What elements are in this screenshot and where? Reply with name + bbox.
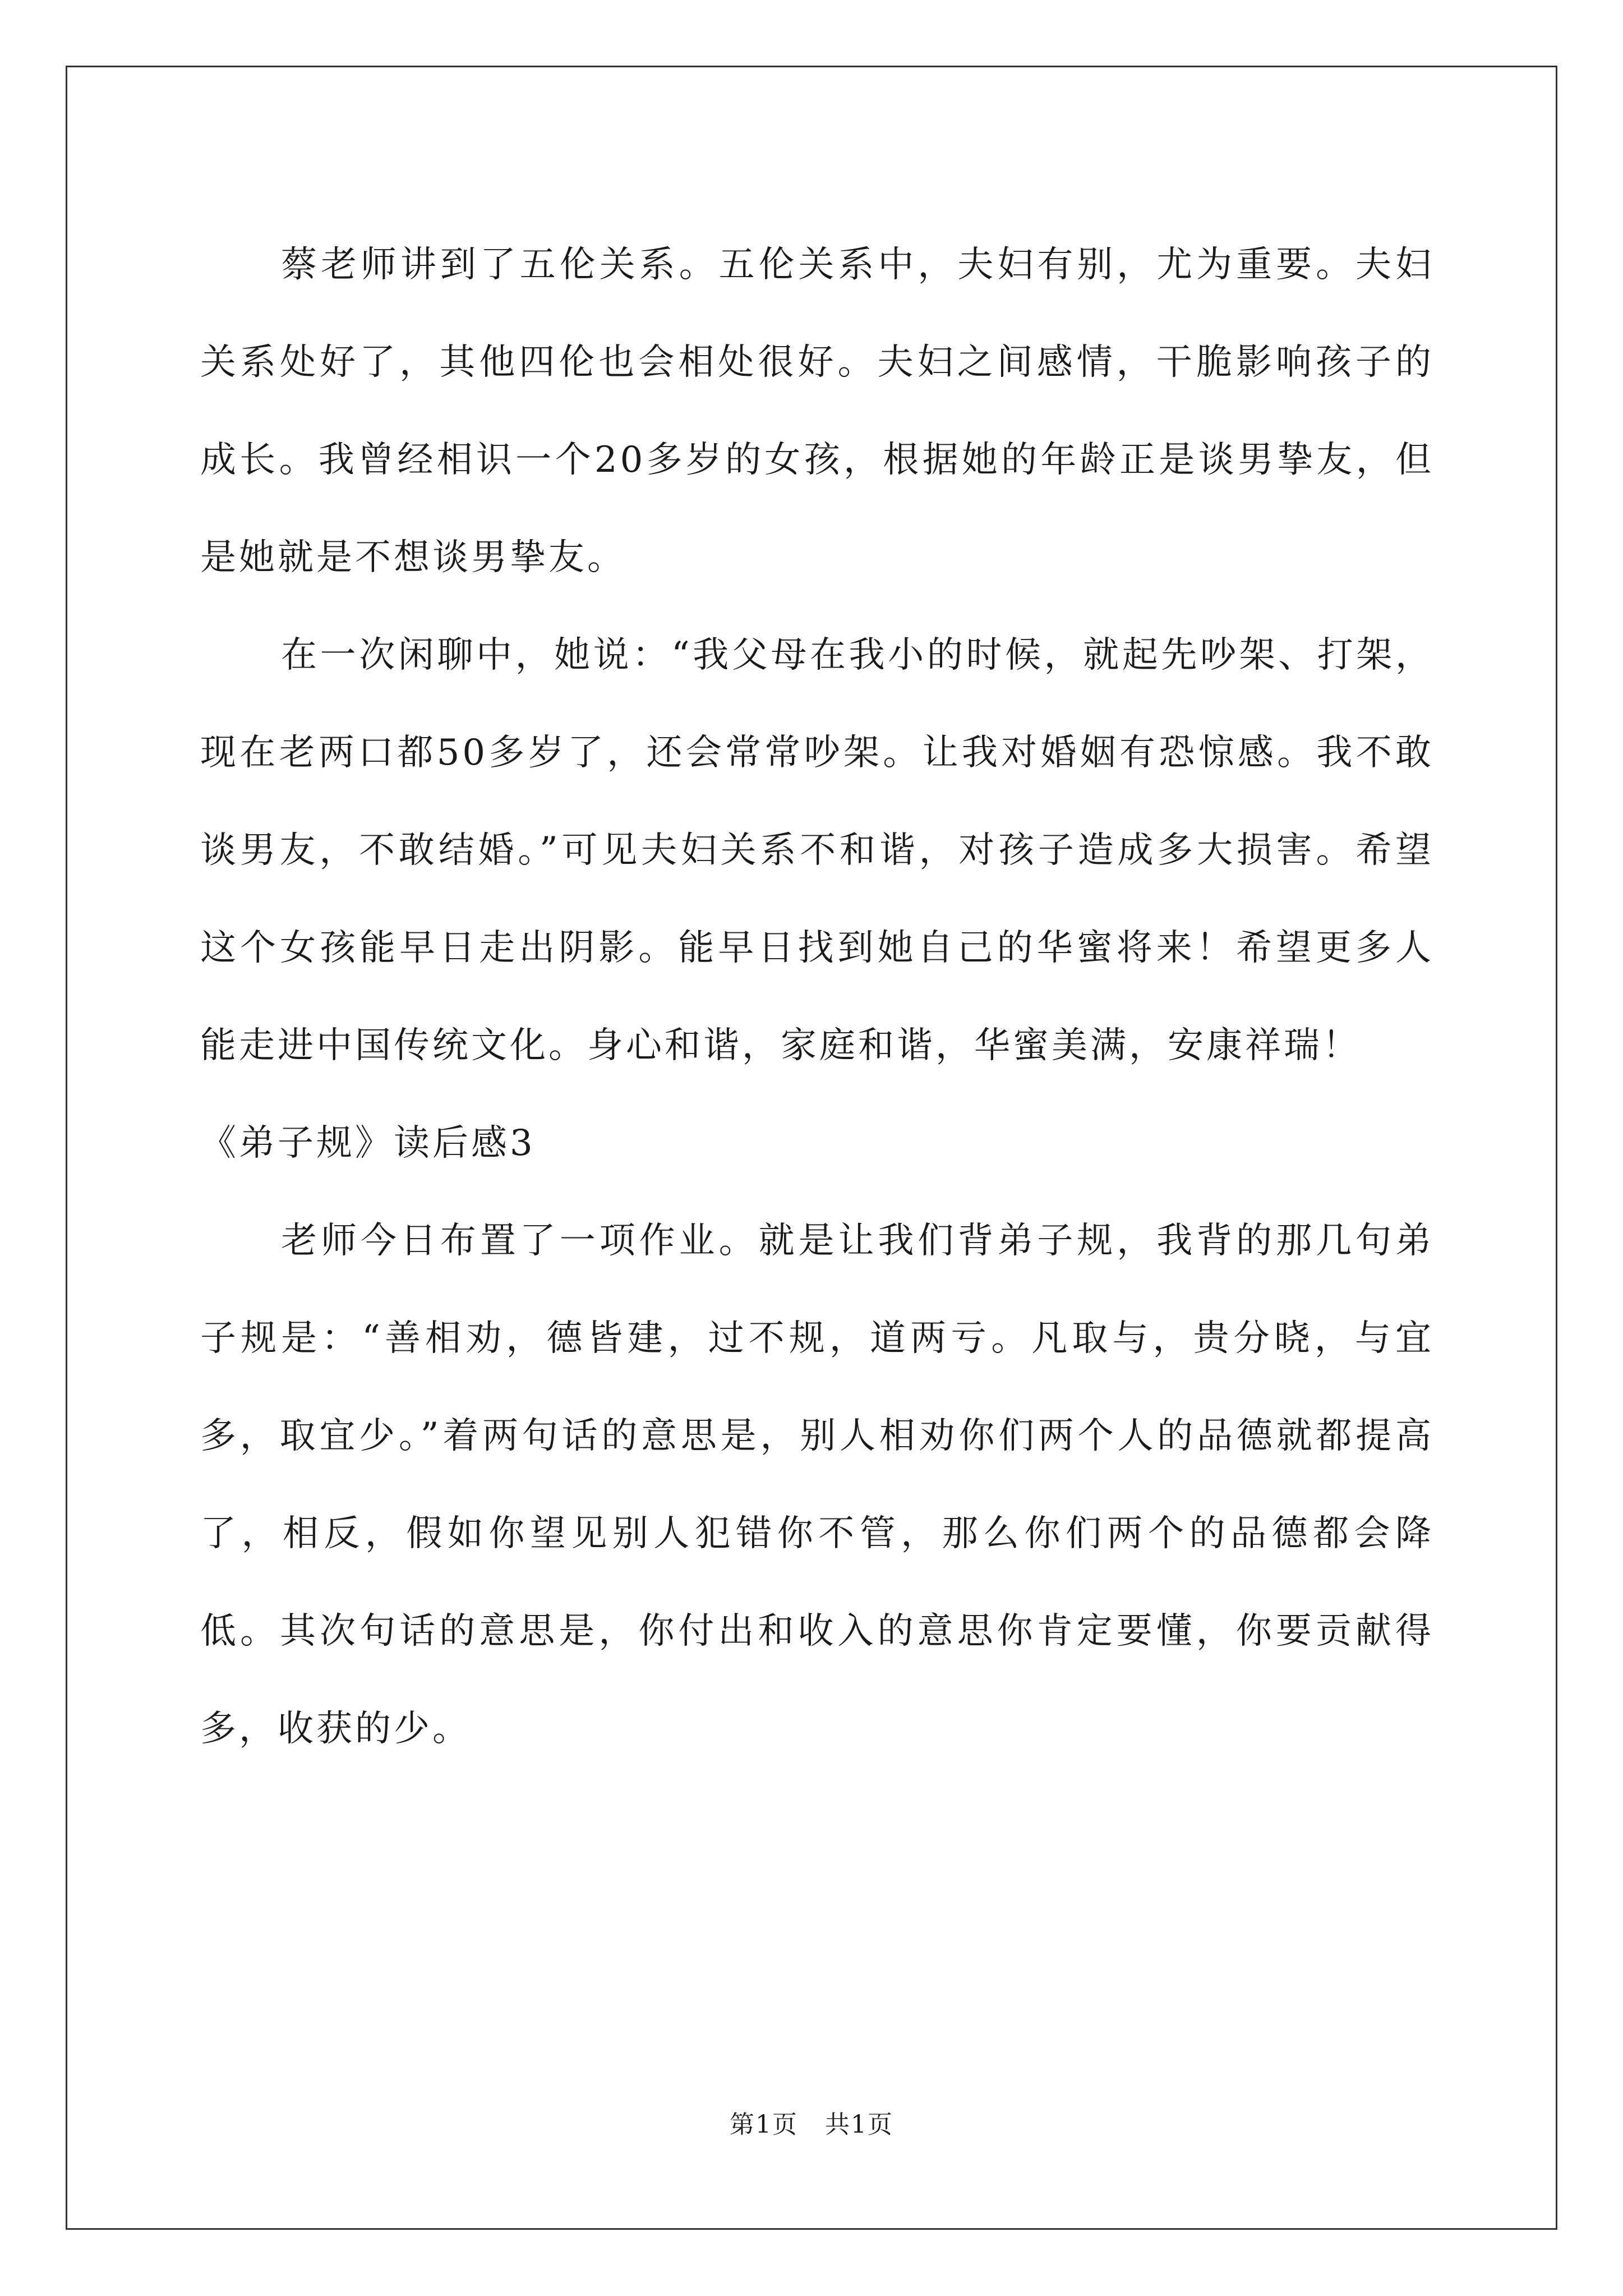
paragraph-conversation: 在一次闲聊中，她说：“我父母在我小的时候，就起先吵架、打架，现在老两口都50多岁了，还会常常吵架。让我对婚姻有恐惊感。我不敢谈男友，不敢结婚。”可见夫妇关系不和谐，对孩子造成多大损害。希望这个女孩能早日走出阴影。能早日找到她自己的华蜜将来！希望更多人能走进中国传统文化。身心和谐，家庭和谐，华蜜美满，安康祥瑞！	[200, 634, 1434, 1066]
paragraph-five-relations: 蔡老师讲到了五伦关系。五伦关系中，夫妇有别，尤为重要。夫妇关系处好了，其他四伦也会相处很好。夫妇之间感情，干脆影响孩子的成长。我曾经相识一个20多岁的女孩，根据她的年龄正是谈男挚友，但是她就是不想谈男挚友。	[200, 244, 1434, 578]
page-footer: 第1页 共1页	[730, 2110, 893, 2139]
paragraph-homework: 老师今日布置了一项作业。就是让我们背弟子规，我背的那几句弟子规是：“善相劝，德皆建，过不规，道两亏。凡取与，贵分晓，与宜多，取宜少。”着两句话的意思是，别人相劝你们两个人的品德就都提高了，相反，假如你望见别人犯错你不管，那么你们两个的品德都会降低。其次句话的意思是，你付出和收入的意思你肯定要懂，你要贡献得多，收获的少。	[200, 1220, 1434, 1750]
section-heading: 《弟子规》读后感3	[200, 1122, 536, 1164]
document-body	[200, 216, 1434, 1778]
